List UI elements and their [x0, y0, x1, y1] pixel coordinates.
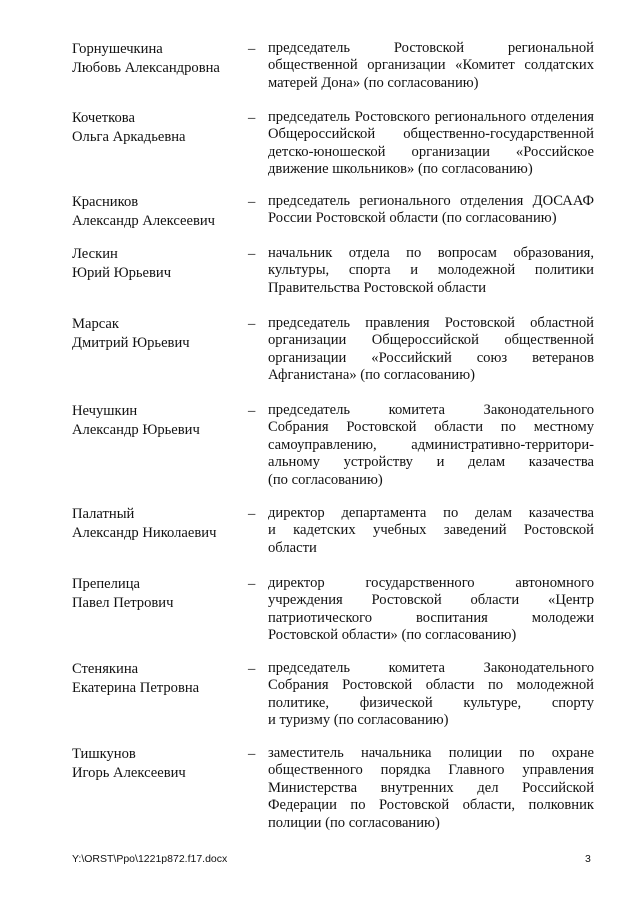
member-name	[72, 660, 250, 698]
dash-separator: –	[248, 194, 256, 210]
position-line: председатель Ростовской региональной	[268, 40, 594, 56]
position-line: председатель комитета Законодательного	[268, 660, 594, 676]
surname: Красников	[72, 194, 139, 210]
member-position	[268, 245, 594, 297]
member-position	[268, 402, 594, 489]
member-name	[72, 402, 250, 440]
position-line: организации «Российский союз ветеранов	[268, 349, 594, 366]
position-line: председатель Ростовского регионального отделения	[268, 109, 594, 125]
position-line: директор государственного автономного	[268, 575, 594, 591]
surname: Тишкунов	[72, 746, 136, 762]
member-name	[72, 315, 250, 353]
position-line: и кадетских учебных заведений Ростовской	[268, 522, 594, 539]
footer-file-path: Y:\ORST\Ppo\1221p872.f17.docx	[72, 853, 228, 865]
dash-separator: –	[248, 316, 256, 332]
position-line: политике, физической культуре, спорту	[268, 694, 594, 711]
position-line: (по согласованию)	[268, 471, 383, 488]
position-line: Правительства Ростовской области	[268, 279, 487, 296]
position-line: Собрания Ростовской области по местному	[268, 419, 594, 436]
position-line: Собрания Ростовской области по молодежной	[268, 677, 594, 694]
member-name	[72, 40, 250, 78]
dash-separator: –	[248, 403, 256, 419]
position-line: председатель регионального отделения ДОСААФ	[268, 193, 594, 209]
position-line: патриотического воспитания молодежи	[268, 609, 594, 626]
dash-separator: –	[248, 661, 256, 677]
dash-separator: –	[248, 41, 256, 57]
position-line: Федерации по Ростовской области, полковник	[268, 797, 594, 814]
surname: Нечушкин	[72, 403, 138, 419]
position-line: и туризму (по согласованию)	[268, 712, 449, 729]
dash-separator: –	[248, 110, 256, 126]
position-line: директор департамента по делам казачества	[268, 505, 594, 521]
member-position	[268, 575, 594, 645]
given-names: Любовь Александровна	[72, 60, 220, 76]
member-position	[268, 660, 594, 730]
given-names: Дмитрий Юрьевич	[72, 335, 190, 351]
position-line: Министерства внутренних дел Российской	[268, 779, 594, 796]
surname: Кочеткова	[72, 110, 135, 126]
member-position	[268, 505, 594, 557]
member-name	[72, 109, 250, 147]
position-line: общественного порядка Главного управления	[268, 762, 594, 779]
position-line: альному устройству и делам казачества	[268, 454, 594, 471]
dash-separator: –	[248, 746, 256, 762]
position-line: самоуправлению, административно-территори-	[268, 436, 594, 453]
given-names: Павел Петрович	[72, 595, 174, 611]
position-line: движение школьников» (по согласованию)	[268, 161, 533, 178]
given-names: Александр Юрьевич	[72, 422, 200, 438]
given-names: Ольга Аркадьевна	[72, 129, 186, 145]
position-line: полиции (по согласованию)	[268, 814, 440, 831]
member-position	[268, 745, 594, 832]
position-line: заместитель начальника полиции по охране	[268, 745, 594, 761]
member-name	[72, 505, 250, 543]
surname: Препелица	[72, 576, 140, 592]
position-line: России Ростовской области (по согласованию)	[268, 210, 557, 227]
position-line: учреждения Ростовской области «Центр	[268, 592, 594, 609]
position-line: области	[268, 539, 317, 556]
dash-separator: –	[248, 576, 256, 592]
position-line: матерей Дона» (по согласованию)	[268, 74, 479, 91]
position-line: председатель комитета Законодательного	[268, 402, 594, 418]
position-line: культуры, спорта и молодежной политики	[268, 262, 594, 279]
given-names: Екатерина Петровна	[72, 680, 200, 696]
position-line: председатель правления Ростовской областной	[268, 315, 594, 331]
member-name	[72, 193, 250, 231]
given-names: Юрий Юрьевич	[72, 265, 172, 281]
member-name	[72, 245, 250, 283]
dash-separator: –	[248, 246, 256, 262]
page-number: 3	[585, 853, 591, 865]
surname: Палатный	[72, 506, 135, 522]
member-position	[268, 40, 594, 92]
surname: Стенякина	[72, 661, 139, 677]
member-position	[268, 315, 594, 385]
position-line: Общероссийской общественно-государственной	[268, 126, 594, 143]
position-line: начальник отдела по вопросам образования,	[268, 245, 594, 261]
member-name	[72, 745, 250, 783]
surname: Лескин	[72, 246, 118, 262]
position-line: общественной организации «Комитет солдатских	[268, 57, 594, 74]
position-line: Афганистана» (по согласованию)	[268, 367, 475, 384]
surname: Марсак	[72, 316, 119, 332]
surname: Горнушечкина	[72, 41, 163, 57]
position-line: детско-юношеской организации «Российское	[268, 143, 594, 160]
member-position	[268, 109, 594, 179]
given-names: Александр Николаевич	[72, 525, 217, 541]
given-names: Игорь Алексеевич	[72, 765, 186, 781]
position-line: Ростовской области» (по согласованию)	[268, 627, 517, 644]
member-position	[268, 193, 594, 228]
given-names: Александр Алексеевич	[72, 213, 216, 229]
position-line: организации Общероссийской общественной	[268, 332, 594, 349]
dash-separator: –	[248, 506, 256, 522]
member-name	[72, 575, 250, 613]
